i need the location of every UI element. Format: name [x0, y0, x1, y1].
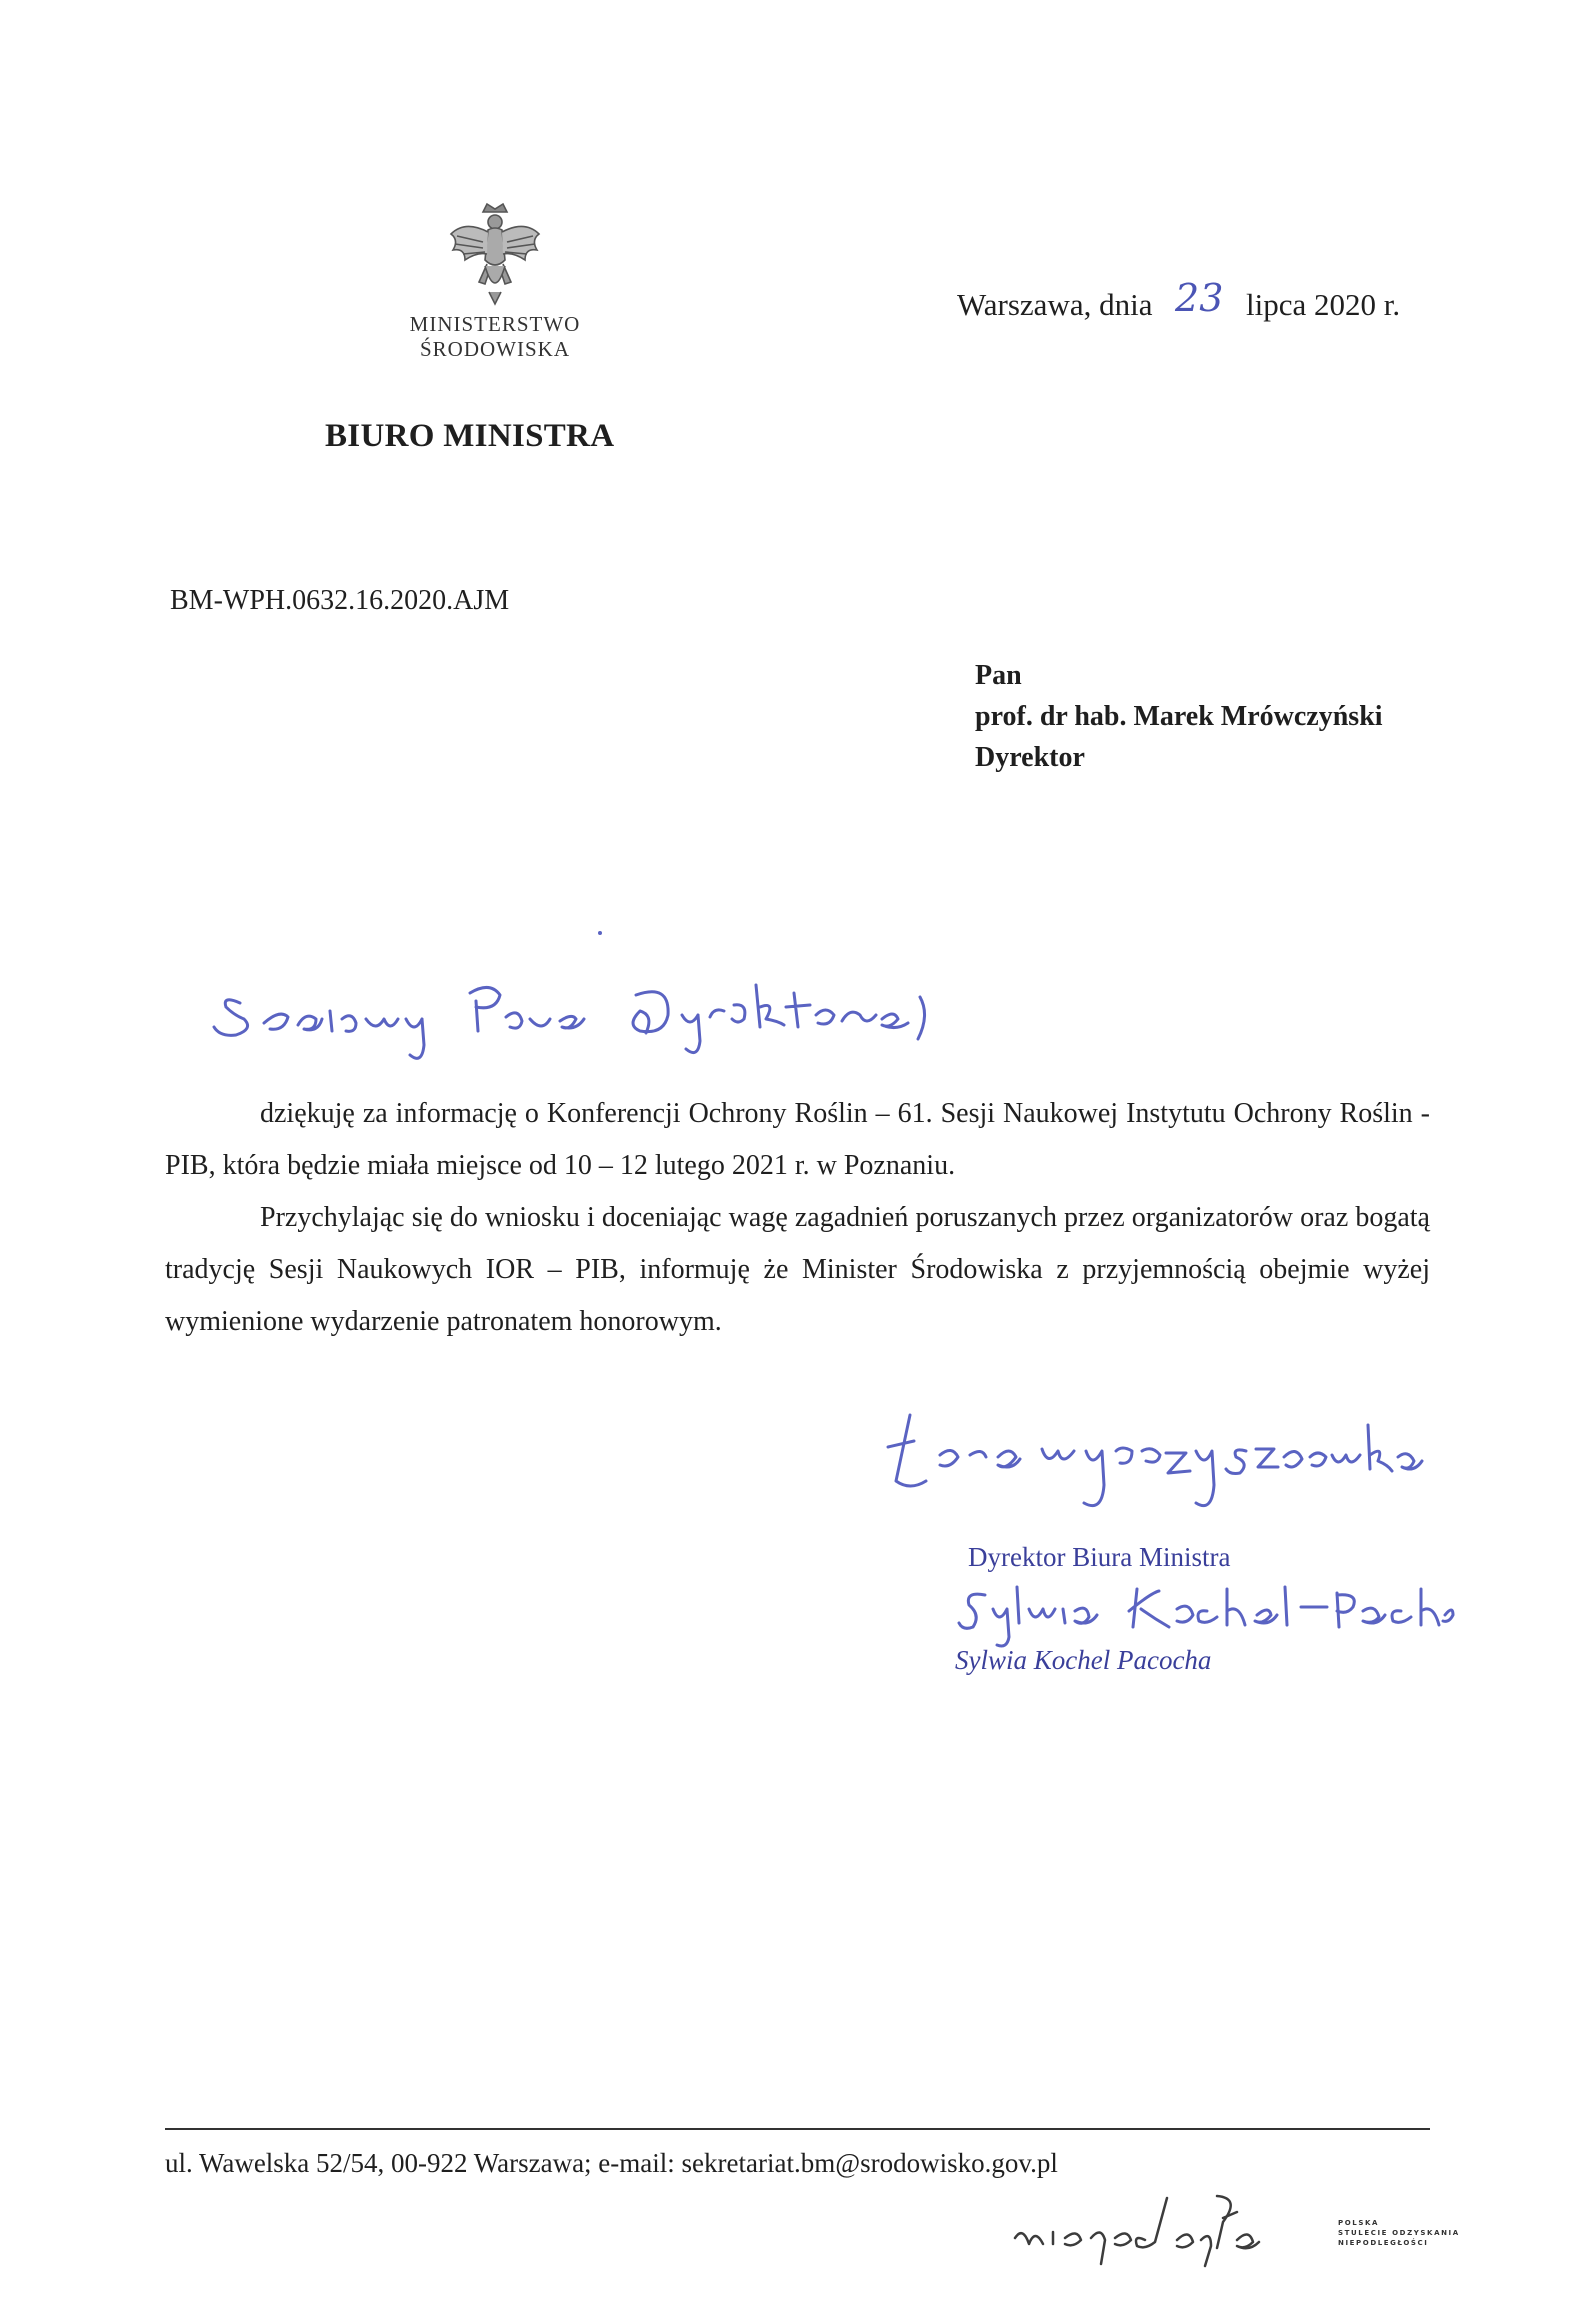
signatory-stamp-name: Sylwia Kochel Pacocha	[955, 1645, 1212, 1675]
body-paragraph-2: Przychylając się do wniosku i doceniając wagę zagadnień poruszanych przez organizatorów oraz bogatą tradycję Sesji Naukowych IOR – PIB, informuję że Minister Środowiska z przyjemnością obejmie wyżej wymienione wydarzenie patronatem honorowym.	[165, 1202, 1430, 1337]
footer-address: ul. Wawelska 52/54, 00-922 Warszawa; e-mail: sekretariat.bm@srodowisko.gov.pl	[165, 2148, 1058, 2178]
recipient-line3: Dyrektor	[975, 742, 1085, 773]
recipient-line1: Pan	[975, 660, 1022, 691]
logo-line2: STULECIE ODZYSKANIA	[1338, 2229, 1460, 2237]
signatory-title: Dyrektor Biura Ministra	[968, 1542, 1231, 1572]
handwritten-signature	[955, 1575, 1455, 1650]
body-paragraph-1: dziękuję za informację o Konferencji Ochrony Roślin – 61. Sesji Naukowej Instytutu Ochrony Roślin - PIB, która będzie miała miejsce od 10 – 12 lutego 2021 r. w Poznaniu.	[165, 1098, 1430, 1181]
centenary-logo-text	[1338, 2218, 1488, 2248]
letter-body	[165, 1088, 1430, 1348]
date-prefix: Warszawa, dnia	[957, 287, 1153, 322]
date-day-handwritten: 23	[1175, 276, 1224, 320]
date-suffix: lipca 2020 r.	[1245, 287, 1401, 322]
letter-date	[957, 276, 1401, 324]
polish-eagle-emblem-icon	[445, 200, 545, 310]
footer-divider	[165, 2128, 1430, 2130]
office-heading: BIURO MINISTRA	[325, 418, 615, 454]
recipient-line2: prof. dr hab. Marek Mrówczyński	[975, 701, 1383, 732]
ministry-name-line1: MINISTERSTWO	[409, 312, 581, 336]
niepodlegla-logo-script-icon	[1005, 2188, 1325, 2268]
handwritten-closing	[870, 1385, 1430, 1525]
logo-line3: NIEPODLEGŁOŚCI	[1338, 2239, 1429, 2247]
recipient-block	[975, 655, 1383, 778]
ministry-name-line2: ŚRODOWISKA	[419, 337, 570, 361]
handwritten-salutation	[200, 915, 940, 1065]
ministry-name	[380, 312, 610, 362]
logo-line1: POLSKA	[1338, 2219, 1380, 2227]
reference-number: BM-WPH.0632.16.2020.AJM	[170, 585, 510, 616]
